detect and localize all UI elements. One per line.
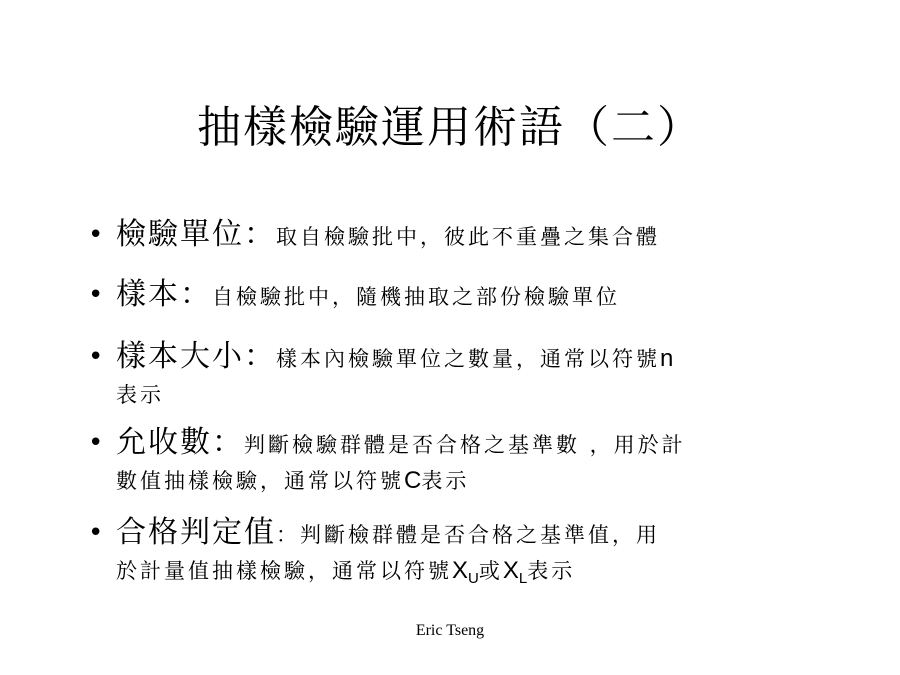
- bullet-dot-icon: •: [88, 220, 104, 250]
- bullet-list: [88, 212, 848, 587]
- bullet-dot-icon: •: [88, 428, 104, 458]
- definition-text: 或: [478, 559, 503, 583]
- subscript-u: U: [468, 570, 479, 587]
- definition-text: 表示: [421, 469, 470, 493]
- bullet-dot-icon: •: [88, 280, 104, 310]
- term: 樣本：: [116, 277, 212, 312]
- separator: ：: [276, 523, 300, 547]
- definition-text: 數值抽樣檢驗，通常以符號: [116, 469, 404, 493]
- symbol-x: X: [502, 557, 519, 584]
- bullet-item-sample: [88, 272, 620, 318]
- subscript-l: L: [518, 570, 528, 587]
- footer-author: Eric Tseng: [415, 622, 485, 639]
- bullet-dot-icon: •: [88, 342, 104, 372]
- bullet-dot-icon: •: [88, 518, 104, 548]
- definition-continued: 表示: [116, 383, 164, 407]
- bullet-item-sample-size: [88, 334, 673, 410]
- term: 檢驗單位：: [116, 217, 276, 252]
- definition-continued: [116, 466, 686, 496]
- definition-text: 於計量值抽樣檢驗，通常以符號: [116, 559, 452, 583]
- definition-continued: [116, 556, 660, 589]
- term: 允收數：: [116, 425, 244, 460]
- bullet-item-acceptance-number: [88, 420, 686, 496]
- slide-title: 抽樣檢驗運用術語（二）: [197, 102, 703, 153]
- term: 合格判定值: [116, 515, 276, 550]
- symbol-c: C: [404, 467, 422, 494]
- bullet-item-acceptability-constant: [88, 510, 660, 589]
- bullet-item-inspection-unit: [88, 212, 848, 258]
- definition: 樣本內檢驗單位之數量，通常以符號: [276, 347, 660, 371]
- term: 樣本大小：: [116, 339, 276, 374]
- definition-text: 表示: [527, 559, 576, 583]
- symbol-n: n: [660, 345, 674, 372]
- definition: 判斷檢驗群體是否合格之基準數 ，用於計: [244, 433, 686, 457]
- definition: 取自檢驗批中，彼此不重疊之集合體: [276, 225, 660, 249]
- definition: 自檢驗批中，隨機抽取之部份檢驗單位: [212, 285, 620, 309]
- symbol-x: X: [452, 557, 469, 584]
- definition: 判斷檢群體是否合格之基準值，用: [300, 523, 660, 547]
